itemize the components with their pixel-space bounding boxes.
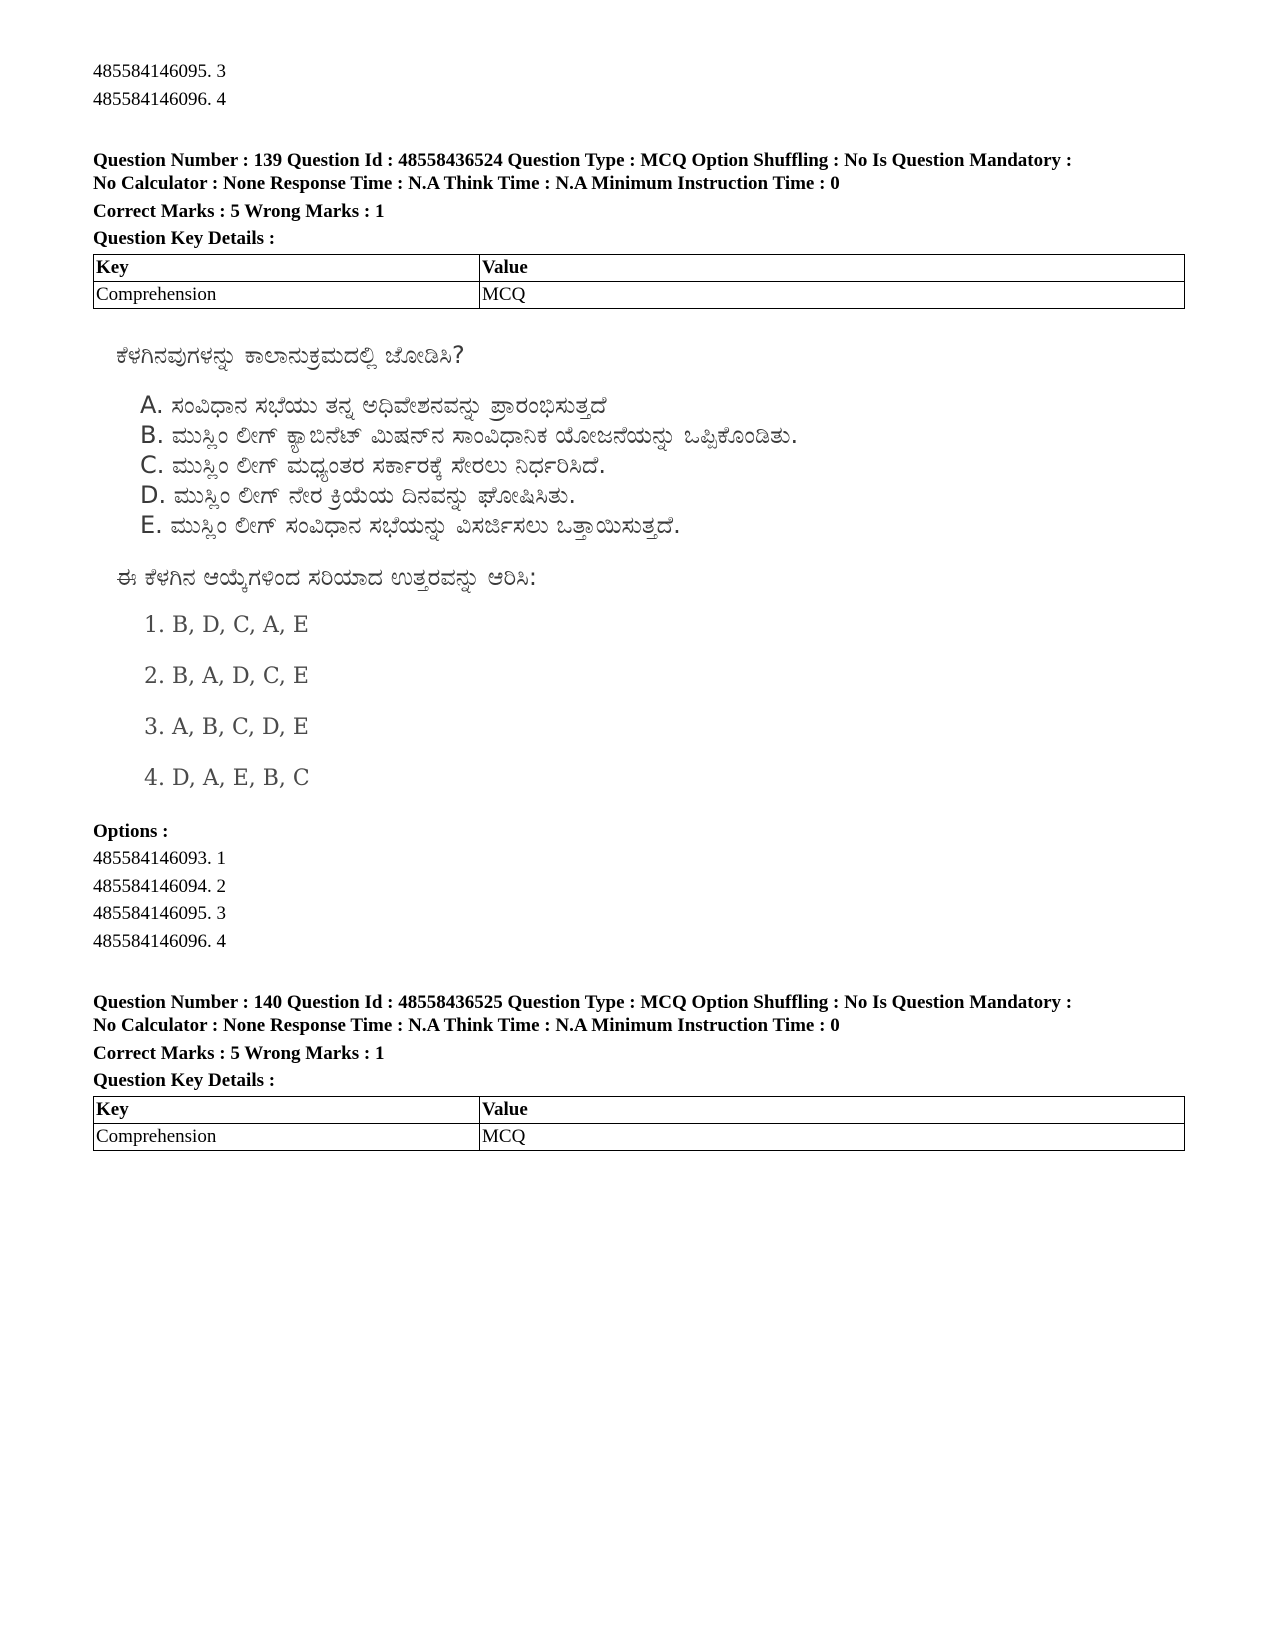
statement-e: E. ಮುಸ್ಲಿಂ ಲೀಗ್ ಸಂವಿಧಾನ ಸಭೆಯನ್ನು ವಿಸರ್ಜಿಸಲು ಒತ್ತಾಯಿಸುತ್ತದೆ. — [140, 511, 681, 539]
table-header-key: Key — [94, 255, 480, 282]
key-details-label: Question Key Details : — [93, 228, 276, 249]
option-line: 485584146095. 3 — [93, 903, 226, 924]
table-header-value: Value — [480, 1097, 1185, 1124]
option-line: 485584146096. 4 — [93, 931, 226, 952]
options-label: Options : — [93, 821, 169, 842]
statement-d: D. ಮುಸ್ಲಿಂ ಲೀಗ್ ನೇರ ಕ್ರಿಯೆಯ ದಿನವನ್ನು ಘೋಷಿಸಿತು. — [140, 481, 577, 509]
table-cell-value: MCQ — [480, 1124, 1185, 1151]
question-header-cont: No Calculator : None Response Time : N.A Think Time : N.A Minimum Instruction Time : 0 — [93, 173, 840, 194]
option-line: 485584146094. 2 — [93, 876, 226, 897]
table-cell-key: Comprehension — [94, 282, 480, 309]
table-header-row — [94, 255, 1185, 282]
instruction-text: ಈ ಕೆಳಗಿನ ಆಯ್ಕೆಗಳಿಂದ ಸರಿಯಾದ ಉತ್ತರವನ್ನು ಆರಿಸಿ: — [116, 563, 537, 591]
table-header-row — [94, 1097, 1185, 1124]
statement-a: A. ಸಂವಿಧಾನ ಸಭೆಯು ತನ್ನ ಅಧಿವೇಶನವನ್ನು ಪ್ರಾರಂಭಿಸುತ್ತದೆ — [140, 391, 607, 419]
table-header-value: Value — [480, 255, 1185, 282]
statement-c: C. ಮುಸ್ಲಿಂ ಲೀಗ್ ಮಧ್ಯಂತರ ಸರ್ಕಾರಕ್ಕೆ ಸೇರಲು ನಿರ್ಧರಿಸಿದೆ. — [140, 451, 606, 479]
choice-1: 1. B, D, C, A, E — [144, 613, 309, 638]
question-marks: Correct Marks : 5 Wrong Marks : 1 — [93, 201, 385, 222]
question-marks: Correct Marks : 5 Wrong Marks : 1 — [93, 1043, 385, 1064]
statement-b: B. ಮುಸ್ಲಿಂ ಲೀಗ್ ಕ್ಯಾಬಿನೆಟ್ ಮಿಷನ್‌ನ ಸಾಂವಿಧಾನಿಕ ಯೋಜನೆಯನ್ನು ಒಪ್ಪಿಕೊಂಡಿತು. — [140, 421, 799, 449]
question-header: Question Number : 139 Question Id : 48558436524 Question Type : MCQ Option Shuffling : No Is Question Mandatory : — [93, 150, 1073, 171]
table-row — [94, 1124, 1185, 1151]
choice-4: 4. D, A, E, B, C — [144, 766, 310, 791]
choice-2: 2. B, A, D, C, E — [144, 664, 309, 689]
choice-3: 3. A, B, C, D, E — [144, 715, 309, 740]
key-details-label: Question Key Details : — [93, 1070, 276, 1091]
table-row — [94, 282, 1185, 309]
question-text: ಕೆಳಗಿನವುಗಳನ್ನು ಕಾಲಾನುಕ್ರಮದಲ್ಲಿ ಜೋಡಿಸಿ? — [116, 341, 465, 369]
key-details-table — [93, 1096, 1185, 1151]
key-details-table — [93, 254, 1185, 309]
table-cell-key: Comprehension — [94, 1124, 480, 1151]
table-header-key: Key — [94, 1097, 480, 1124]
question-header-cont: No Calculator : None Response Time : N.A Think Time : N.A Minimum Instruction Time : 0 — [93, 1015, 840, 1036]
table-cell-value: MCQ — [480, 282, 1185, 309]
option-line: 485584146093. 1 — [93, 848, 226, 869]
question-image — [110, 340, 1070, 830]
question-header: Question Number : 140 Question Id : 48558436525 Question Type : MCQ Option Shuffling : No Is Question Mandatory : — [93, 992, 1073, 1013]
option-line: 485584146096. 4 — [93, 89, 226, 110]
option-line: 485584146095. 3 — [93, 61, 226, 82]
